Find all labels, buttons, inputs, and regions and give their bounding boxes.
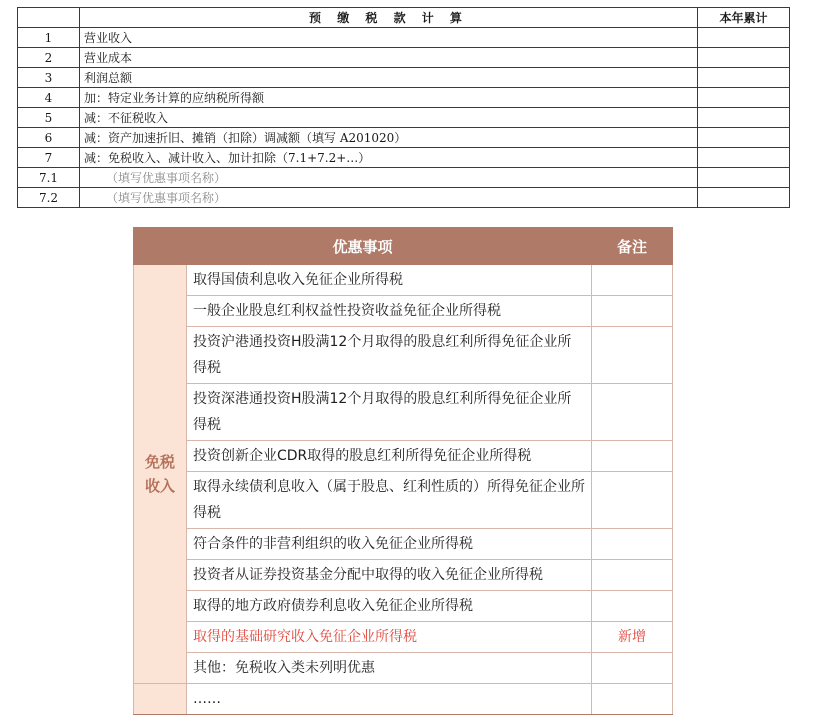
new-badge: 新增: [592, 622, 673, 653]
category-tax-exempt-income: [134, 265, 187, 684]
list-item-new: [134, 622, 673, 653]
cumulative-value-cell[interactable]: [698, 188, 790, 208]
row-number: 2: [18, 48, 80, 68]
list-item: [134, 529, 673, 560]
table-row: [18, 188, 790, 208]
prepaid-tax-title: 预 缴 税 款 计 算: [80, 8, 698, 28]
ellipsis-item: ……: [187, 684, 592, 715]
row-number-header: [18, 8, 80, 28]
row-label: 减：免税收入、减计收入、加计扣除（7.1+7.2+…）: [80, 148, 698, 168]
row-label: 营业收入: [80, 28, 698, 48]
cumulative-value-cell[interactable]: [698, 168, 790, 188]
list-item: [134, 653, 673, 684]
list-item: [134, 296, 673, 327]
table-row: [18, 48, 790, 68]
remark-cell: [592, 560, 673, 591]
table-row: [18, 88, 790, 108]
row-number: 1: [18, 28, 80, 48]
list-item: [134, 591, 673, 622]
remark-cell: [592, 441, 673, 472]
row-label: 加：特定业务计算的应纳税所得额: [80, 88, 698, 108]
preferential-item: 投资深港通投资H股满12个月取得的股息红利所得免征企业所得税: [187, 384, 592, 441]
tax-table-header: [18, 8, 790, 28]
remark-cell: [592, 591, 673, 622]
remark-header: 备注: [592, 228, 673, 265]
table-row: [18, 168, 790, 188]
table-row: [18, 68, 790, 88]
row-number: 6: [18, 128, 80, 148]
row-number: 7: [18, 148, 80, 168]
row-number: 4: [18, 88, 80, 108]
remark-cell: [592, 327, 673, 384]
remark-cell: [592, 653, 673, 684]
remark-cell: [592, 296, 673, 327]
list-item: [134, 327, 673, 384]
preferential-item: 一般企业股息红利权益性投资收益免征企业所得税: [187, 296, 592, 327]
list-item: [134, 265, 673, 296]
preferential-item: 取得的地方政府债券利息收入免征企业所得税: [187, 591, 592, 622]
remark-cell: [592, 265, 673, 296]
row-label: 减：资产加速折旧、摊销（扣除）调减额（填写 A201020）: [80, 128, 698, 148]
preferential-item-new: 取得的基础研究收入免征企业所得税: [187, 622, 592, 653]
preferential-item: 投资创新企业CDR取得的股息红利所得免征企业所得税: [187, 441, 592, 472]
cumulative-value-cell[interactable]: [698, 28, 790, 48]
row-label: 利润总额: [80, 68, 698, 88]
list-item: [134, 560, 673, 591]
preferential-items-table: [133, 227, 673, 715]
table-row: [18, 148, 790, 168]
cumulative-header: 本年累计: [698, 8, 790, 28]
list-item: [134, 441, 673, 472]
table-row: [18, 28, 790, 48]
list-item: [134, 384, 673, 441]
cumulative-value-cell[interactable]: [698, 148, 790, 168]
cumulative-value-cell[interactable]: [698, 48, 790, 68]
list-item: [134, 684, 673, 715]
preferential-item: 投资者从证券投资基金分配中取得的收入免征企业所得税: [187, 560, 592, 591]
remark-cell: [592, 684, 673, 715]
row-label: 减：不征税收入: [80, 108, 698, 128]
preferential-item: 符合条件的非营利组织的收入免征企业所得税: [187, 529, 592, 560]
remark-cell: [592, 384, 673, 441]
remark-cell: [592, 472, 673, 529]
cumulative-value-cell[interactable]: [698, 108, 790, 128]
list-item: [134, 472, 673, 529]
cumulative-value-cell[interactable]: [698, 128, 790, 148]
preferential-item-header: 优惠事项: [134, 228, 592, 265]
row-label-placeholder: （填写优惠事项名称）: [80, 188, 698, 208]
preferential-item: 取得国债利息收入免征企业所得税: [187, 265, 592, 296]
category-label: 免税收入: [144, 453, 175, 495]
category-empty-cell: [134, 684, 187, 715]
row-number: 7.2: [18, 188, 80, 208]
row-label: 营业成本: [80, 48, 698, 68]
cumulative-value-cell[interactable]: [698, 68, 790, 88]
preferential-item: 投资沪港通投资H股满12个月取得的股息红利所得免征企业所得税: [187, 327, 592, 384]
table-row: [18, 128, 790, 148]
row-number: 7.1: [18, 168, 80, 188]
row-number: 3: [18, 68, 80, 88]
cumulative-value-cell[interactable]: [698, 88, 790, 108]
row-number: 5: [18, 108, 80, 128]
row-label-placeholder: （填写优惠事项名称）: [80, 168, 698, 188]
tax-calculation-table: [17, 7, 790, 208]
table-row: [18, 108, 790, 128]
remark-cell: [592, 529, 673, 560]
preferential-item: 其他：免税收入类未列明优惠: [187, 653, 592, 684]
pref-table-header: [134, 228, 673, 265]
preferential-item: 取得永续债利息收入（属于股息、红利性质的）所得免征企业所得税: [187, 472, 592, 529]
